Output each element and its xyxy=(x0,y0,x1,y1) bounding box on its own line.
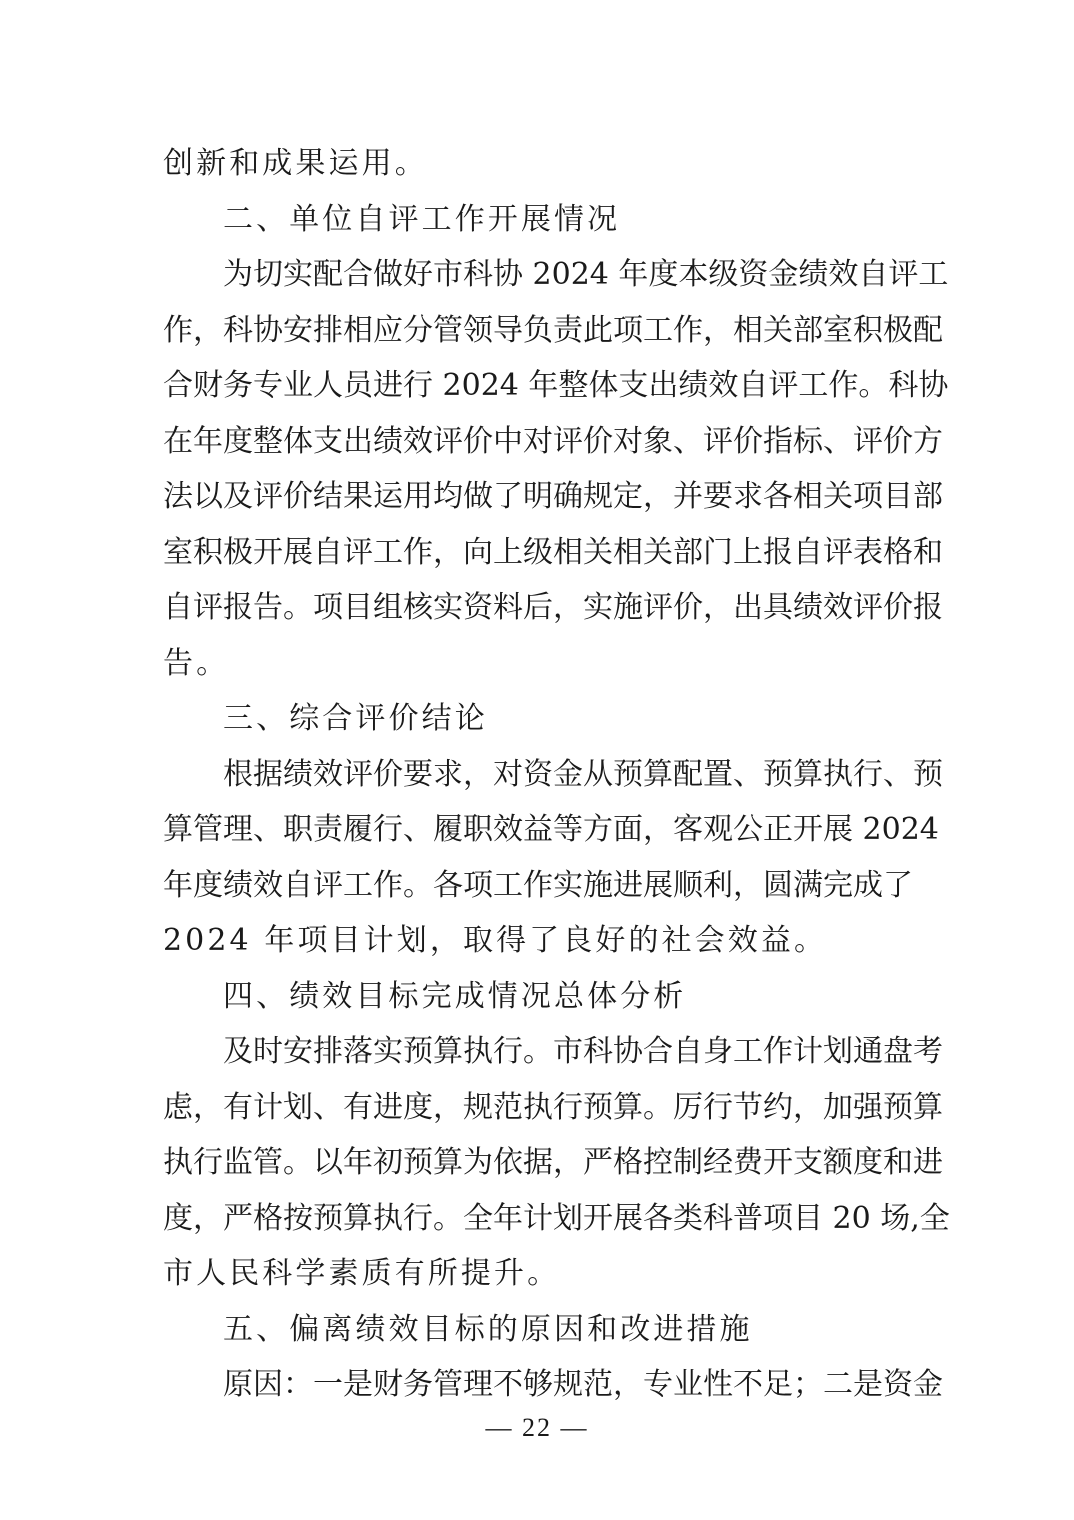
text-line: 度，严格按预算执行。全年计划开展各类科普项目 20 场,全 xyxy=(163,1200,950,1236)
page-number: — 22 — xyxy=(485,1413,589,1442)
text-line: 算管理、职责履行、履职效益等方面，客观公正开展 2024 xyxy=(163,812,939,847)
text-line: 为切实配合做好市科协 2024 年度本级资金绩效自评工 xyxy=(223,257,949,292)
text-line: 告。 xyxy=(163,645,230,681)
document-body xyxy=(163,136,950,1413)
section-heading-3: 三、综合评价结论 xyxy=(223,701,488,736)
text-line: 原因：一是财务管理不够规范，专业性不足；二是资金 xyxy=(223,1367,943,1402)
text-line: 执行监管。以年初预算为依据，严格控制经费开支额度和进 xyxy=(163,1145,943,1180)
text-line: 根据绩效评价要求，对资金从预算配置、预算执行、预 xyxy=(223,756,943,792)
text-line: 作，科协安排相应分管领导负责此项工作，相关部室积极配 xyxy=(163,312,943,348)
text-line: 市人民科学素质有所提升。 xyxy=(163,1256,561,1291)
section-heading-2: 二、单位自评工作开展情况 xyxy=(223,201,621,237)
text-line: 室积极开展自评工作，向上级相关相关部门上报自评表格和 xyxy=(163,534,943,570)
text-line: 法以及评价结果运用均做了明确规定，并要求各相关项目部 xyxy=(163,479,943,514)
text-line: 合财务专业人员进行 2024 年整体支出绩效自评工作。科协 xyxy=(163,368,949,403)
text-line: 创新和成果运用。 xyxy=(163,146,428,181)
text-line: 年度绩效自评工作。各项工作实施进展顺利，圆满完成了 xyxy=(163,867,913,903)
text-line: 及时安排落实预算执行。市科协合自身工作计划通盘考 xyxy=(223,1034,943,1069)
section-heading-5: 五、偏离绩效目标的原因和改进措施 xyxy=(223,1311,753,1347)
text-line: 虑，有计划、有进度，规范执行预算。厉行节约，加强预算 xyxy=(163,1089,943,1125)
text-line: 在年度整体支出绩效评价中对评价对象、评价指标、评价方 xyxy=(163,423,943,459)
text-line: 自评报告。项目组核实资料后，实施评价，出具绩效评价报 xyxy=(163,590,943,625)
text-line: 2024 年项目计划，取得了良好的社会效益。 xyxy=(163,923,828,958)
section-heading-4: 四、绩效目标完成情况总体分析 xyxy=(223,978,687,1014)
